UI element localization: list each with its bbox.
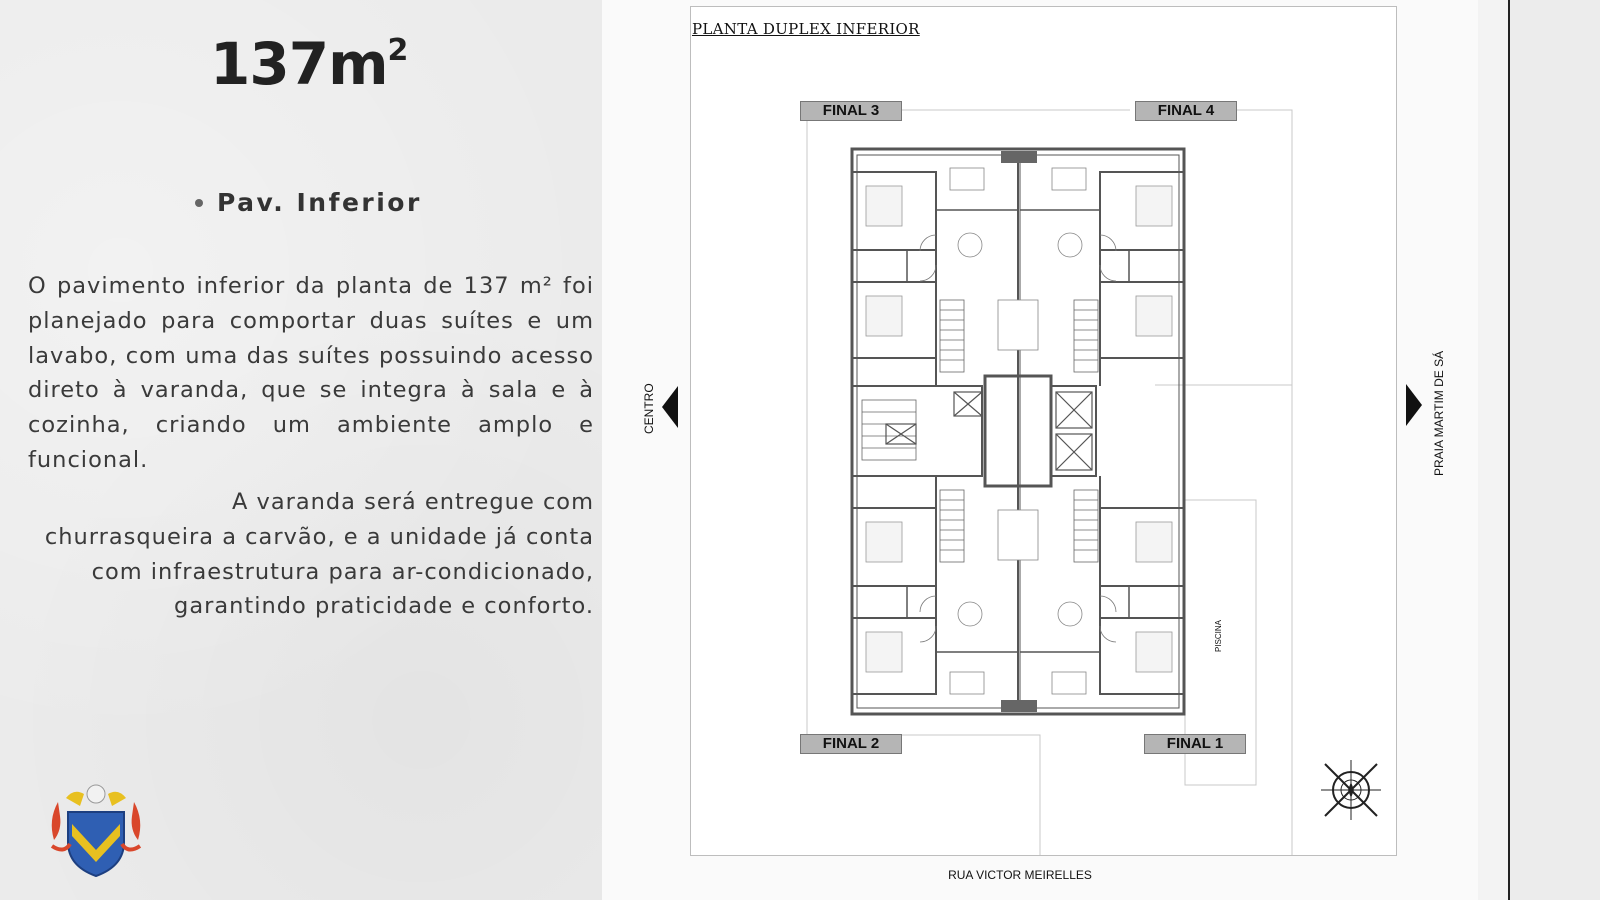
- area-superscript: 2: [387, 33, 408, 68]
- section-title: Pav. Inferior: [217, 188, 422, 217]
- final-1-label: FINAL 1: [1144, 734, 1246, 754]
- final-4-label: FINAL 4: [1135, 101, 1237, 121]
- direction-praia-label: PRAIA MARTIM DE SÁ: [1432, 350, 1446, 476]
- compass-rose-icon: [1321, 760, 1381, 820]
- direction-centro-label: CENTRO: [642, 383, 656, 434]
- triangle-right-icon: [1406, 384, 1422, 426]
- area-value: 137m: [210, 30, 388, 98]
- description-paragraph-2: A varanda será entregue com churrasqueira a carvão, e a unidade já conta com infraestrutura para ar-condicionado, garantindo praticidade e conforto.: [44, 489, 594, 620]
- plan-title: PLANTA DUPLEX INFERIOR: [692, 20, 920, 38]
- description-paragraph-1: O pavimento inferior da planta de 137 m² foi planejado para comportar duas suítes e um lavabo, com uma das suítes possuindo acesso direto à varanda, que se integra à sala e à cozinha, criando um ambiente amplo e funcional.: [28, 273, 594, 473]
- street-label: RUA VICTOR MEIRELLES: [948, 868, 1092, 882]
- final-2-label: FINAL 2: [800, 734, 902, 754]
- pool-label: PISCINA: [1214, 619, 1223, 652]
- triangle-left-icon: [662, 386, 678, 428]
- final-3-label: FINAL 3: [800, 101, 902, 121]
